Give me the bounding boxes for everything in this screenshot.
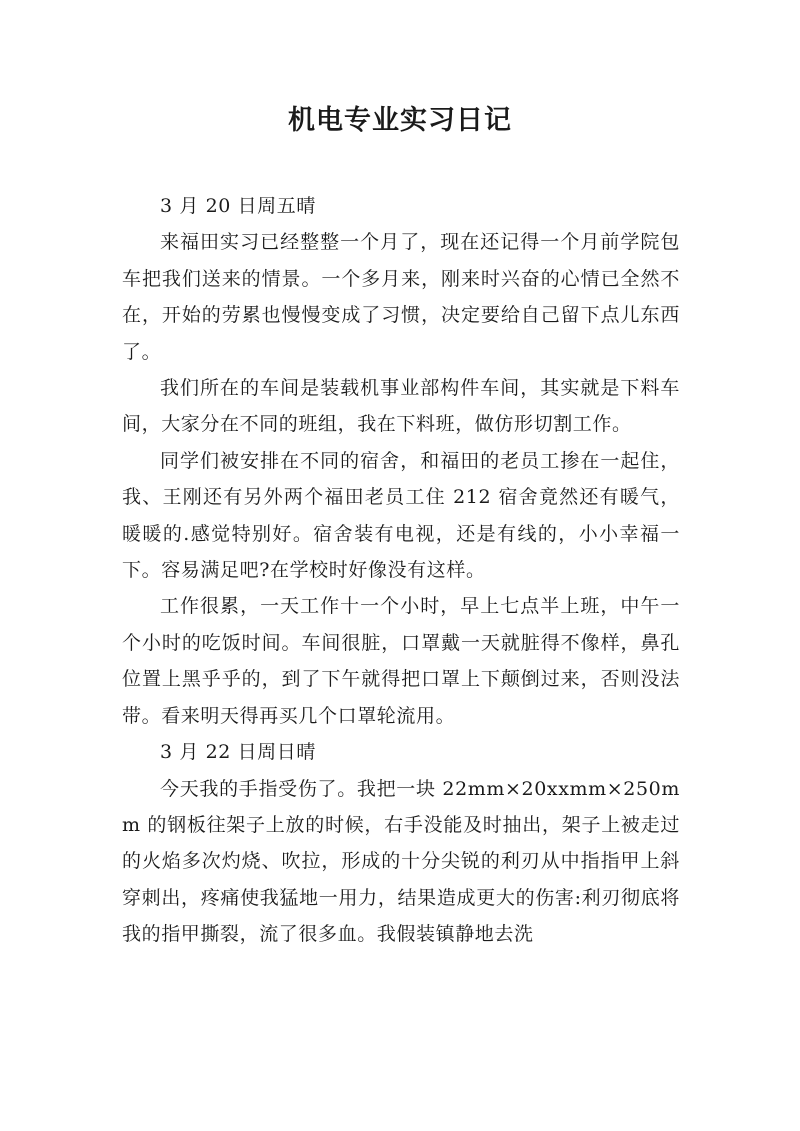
body-paragraph: 同学们被安排在不同的宿舍，和福田的老员工掺在一起住，我、王刚还有另外两个福田老员工住 212 宿舍竟然还有暖气，暖暖的.感觉特别好。宿舍装有电视，还是有线的，小小幸福一下。容易满足吧?在学校时好像没有这样。 xyxy=(122,449,680,582)
body-paragraph: 来福田实习已经整整一个月了，现在还记得一个月前学院包车把我们送来的情景。一个多月来，刚来时兴奋的心情已全然不在，开始的劳累也慢慢变成了习惯，决定要给自己留下点儿东西了。 xyxy=(122,231,680,363)
body-paragraph: 今天我的手指受伤了。我把一块 22mm×20xxmm×250mm 的钢板往架子上放的时候，右手没能及时抽出，架子上被走过的火焰多次灼烧、吹拉，形成的十分尖锐的利刃从中指指甲上斜穿刺出，疼痛使我猛地一用力，结果造成更大的伤害:利刃彻底将我的指甲撕裂，流了很多血。我假装镇静地去洗 xyxy=(122,777,680,946)
document-title: 机电专业实习日记 xyxy=(288,105,512,136)
body-paragraph: 我们所在的车间是装载机事业部构件车间，其实就是下料车间，大家分在不同的班组，我在下料班，做仿形切割工作。 xyxy=(122,377,680,436)
date-heading: 3 月 22 日周日晴 xyxy=(160,741,316,764)
document-body xyxy=(122,188,680,953)
date-heading: 3 月 20 日周五晴 xyxy=(160,195,316,217)
body-paragraph: 工作很累，一天工作十一个小时，早上七点半上班，中午一个小时的吃饭时间。车间很脏，口罩戴一天就脏得不像样，鼻孔位置上黑乎乎的，到了下午就得把口罩上下颠倒过来，否则没法带。看来明天得再买几个口罩轮流用。 xyxy=(122,595,680,727)
